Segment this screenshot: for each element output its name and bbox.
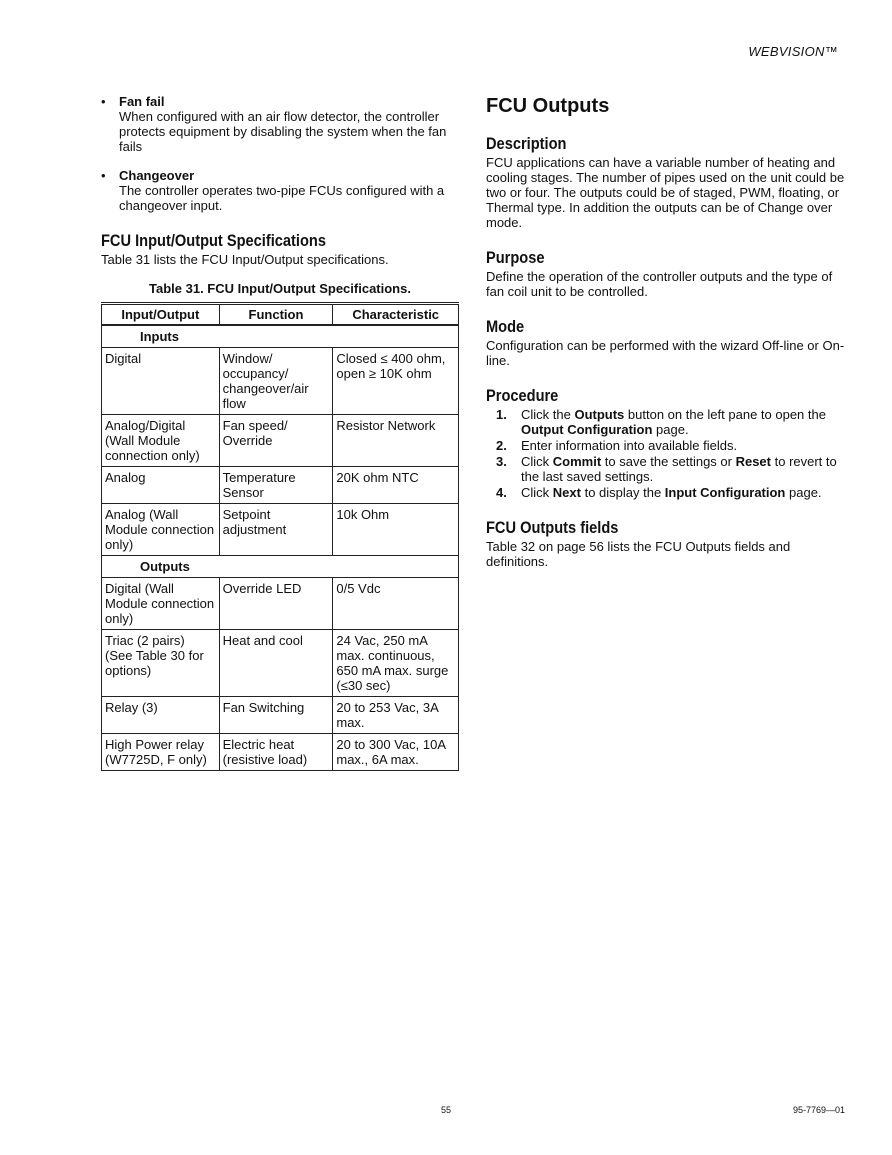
section-title-io-specs: FCU Input/Output Specifications: [101, 231, 326, 250]
column-header: Function: [219, 304, 333, 326]
table-header-row: [102, 304, 459, 326]
step-text: to display the: [580, 485, 665, 500]
step-emphasis: Output Configuration: [521, 422, 653, 437]
header-brand: WEBVISION™: [748, 44, 838, 59]
step-emphasis: Next: [552, 485, 581, 500]
procedure-step: [486, 454, 846, 484]
table-row: [102, 578, 459, 630]
section-title-description: Description: [486, 134, 567, 153]
step-text: Click: [521, 454, 553, 469]
step-number: 2.: [496, 438, 507, 453]
table-cell: 20K ohm NTC: [333, 467, 459, 504]
column-header: Input/Output: [102, 304, 220, 326]
step-text: page.: [652, 422, 689, 437]
table-cell: 20 to 300 Vac, 10A max., 6A max.: [333, 734, 459, 771]
page-number: 55: [440, 1105, 451, 1115]
group-label: Outputs: [102, 556, 459, 578]
step-number: 3.: [496, 454, 507, 469]
table-cell: Digital (Wall Module connection only): [102, 578, 220, 630]
table-cell: Digital: [102, 348, 220, 415]
description-text: FCU applications can have a variable number of heating and cooling stages. The number of pipes used on the unit could be two or four. The outputs could be of staged, PWM, floating, or Thermal type. In addition the outputs can be of Change over mode.: [486, 155, 845, 230]
step-text: Enter information into available fields.: [521, 438, 738, 453]
step-number: 1.: [496, 407, 507, 422]
table-cell: Analog/Digital (Wall Module connection only): [102, 415, 220, 467]
column-header: Characteristic: [333, 304, 459, 326]
step-text: page.: [785, 485, 822, 500]
table-row: [102, 630, 459, 697]
procedure-step: [486, 485, 846, 500]
table-cell: 24 Vac, 250 mA max. continuous, 650 mA max. surge (≤30 sec): [333, 630, 459, 697]
bullet-item: [101, 94, 459, 154]
table-cell: Fan Switching: [219, 697, 333, 734]
table-cell: Override LED: [219, 578, 333, 630]
table-row: [102, 467, 459, 504]
step-emphasis: Commit: [552, 454, 602, 469]
bullet-title: Changeover: [119, 168, 195, 183]
table-cell: Fan speed/ Override: [219, 415, 333, 467]
table-cell: 20 to 253 Vac, 3A max.: [333, 697, 459, 734]
step-text: Click: [521, 485, 553, 500]
step-emphasis: Outputs: [574, 407, 625, 422]
page-title: FCU Outputs: [486, 95, 610, 117]
table-cell: Resistor Network: [333, 415, 459, 467]
table-cell: Relay (3): [102, 697, 220, 734]
step-text: Click the: [521, 407, 575, 422]
table-cell: High Power relay (W7725D, F only): [102, 734, 220, 771]
group-row-inputs: [102, 325, 459, 348]
table-cell: Temperature Sensor: [219, 467, 333, 504]
step-text: button on the left pane to open the: [624, 407, 826, 422]
step-number: 4.: [496, 485, 507, 500]
table-cell: Closed ≤ 400 ohm, open ≥ 10K ohm: [333, 348, 459, 415]
section-text-io-specs: Table 31 lists the FCU Input/Output specifications.: [101, 252, 389, 267]
table-caption: Table 31. FCU Input/Output Specifications.: [149, 281, 411, 296]
table-row: [102, 697, 459, 734]
procedure-steps: [486, 407, 846, 500]
left-column: [101, 94, 459, 771]
table-row: [102, 415, 459, 467]
bullet-text: When configured with an air flow detector, the controller protects equipment by disabling the system when the fan fails: [119, 109, 447, 154]
table-cell: 0/5 Vdc: [333, 578, 459, 630]
group-row-outputs: [102, 556, 459, 578]
document-number: 95-7769—01: [792, 1105, 845, 1115]
group-label: Inputs: [102, 325, 459, 348]
bullet-dot: •: [101, 168, 106, 183]
table-cell: Heat and cool: [219, 630, 333, 697]
mode-text: Configuration can be performed with the wizard Off-line or On-line.: [486, 338, 845, 368]
right-column: [486, 94, 846, 569]
bullet-title: Fan fail: [119, 94, 165, 109]
table-cell: Analog: [102, 467, 220, 504]
procedure-step: [486, 407, 846, 437]
section-title-mode: Mode: [486, 317, 525, 336]
table-cell: Triac (2 pairs) (See Table 30 for options): [102, 630, 220, 697]
table-row: [102, 734, 459, 771]
fields-text: Table 32 on page 56 lists the FCU Outputs fields and definitions.: [486, 539, 791, 569]
bullet-dot: •: [101, 94, 106, 109]
step-text: to save the settings or: [601, 454, 736, 469]
section-title-fields: FCU Outputs fields: [486, 518, 619, 537]
table-cell: Window/ occupancy/ changeover/air flow: [219, 348, 333, 415]
bullet-text: The controller operates two-pipe FCUs configured with a changeover input.: [119, 183, 445, 213]
step-emphasis: Reset: [735, 454, 771, 469]
io-spec-table: [101, 302, 459, 771]
section-title-procedure: Procedure: [486, 386, 559, 405]
table-cell: Analog (Wall Module connection only): [102, 504, 220, 556]
procedure-step: [486, 438, 846, 453]
purpose-text: Define the operation of the controller outputs and the type of fan coil unit to be controlled.: [486, 269, 833, 299]
table-cell: Setpoint adjustment: [219, 504, 333, 556]
table-cell: 10k Ohm: [333, 504, 459, 556]
step-text: to revert to the last saved settings.: [521, 454, 837, 484]
section-title-purpose: Purpose: [486, 248, 545, 267]
table-row: [102, 504, 459, 556]
table-cell: Electric heat (resistive load): [219, 734, 333, 771]
step-emphasis: Input Configuration: [664, 485, 786, 500]
table-row: [102, 348, 459, 415]
bullet-item: [101, 168, 459, 213]
